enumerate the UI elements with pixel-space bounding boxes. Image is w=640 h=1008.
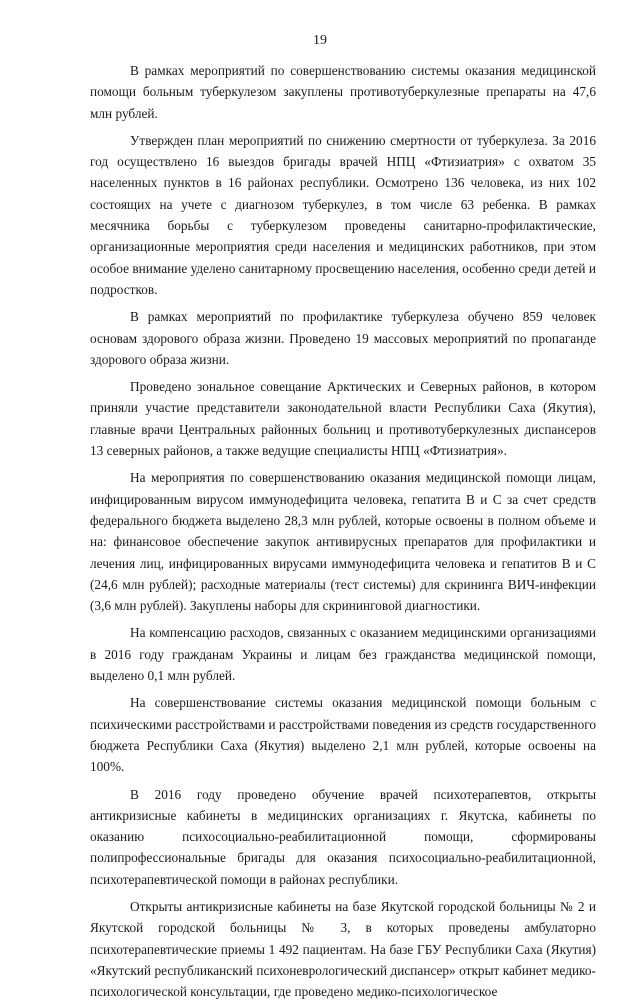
paragraph-tb-prevention: В рамках мероприятий по профилактике туберкулеза обучено 859 человек основам здорового образа жизни. Проведено 19 массовых мероприятий по пропаганде здорового образа жизни. xyxy=(90,309,596,367)
paragraph-zonal-meeting: Проведено зональное совещание Арктических и Северных районов, в котором приняли участие представители законодательной власти Республики Саха (Якутия), главные врачи Центральных районных больниц и противотуберкулезных диспансеров 13 северных районов, а также ведущие специалисты НПЦ «Фтизиатрия». xyxy=(90,379,596,459)
page-number: 19 xyxy=(313,33,327,48)
paragraph-tb-drugs: В рамках мероприятий по совершенствованию системы оказания медицинской помощи больным туберкулезом закуплены противотуберкулезные препараты на 47,6 млн рублей. xyxy=(90,63,596,121)
paragraph-hiv-hepatitis: На мероприятия по совершенствованию оказания медицинской помощи лицам, инфицированным вирусом иммунодефицита человека, гепатита В и С за счет средств федерального бюджета выделено 28,3 млн рублей, которые освоены в полном объеме и на: финансовое обеспечение закупок антивирусных препаратов для профилактики и лечения лиц, инфицированных вирусами иммунодефицита человека и гепатитов В и С (24,6 млн рублей); расходные материалы (тест системы) для скрининга ВИЧ-инфекции (3,6 млн рублей). Закуплены наборы для скрининговой диагностики. xyxy=(90,470,596,614)
paragraph-compensation: На компенсацию расходов, связанных с оказанием медицинскими организациями в 2016 году гражданам Украины и лицам без гражданства медицинской помощи, выделено 0,1 млн рублей. xyxy=(90,625,596,684)
paragraph-tb-mortality-plan: Утвержден план мероприятий по снижению смертности от туберкулеза. За 2016 год осуществлено 16 выездов бригады врачей НПЦ «Фтизиатрия» с охватом 35 населенных пунктов в 16 районах республики. Осмотрено 136 человека, из них 102 состоящих на учете с диагнозом туберкулез, в том числе 63 ребенка. В рамках месячника борьбы с туберкулезом проведены санитарно-профилактические, организационные мероприятия среди населения и медицинских работников, при этом особое внимание уделено санитарному просвещению населения, особенно среди детей и подростков. xyxy=(90,132,596,297)
paragraph-mental-health-funding: На совершенствование системы оказания медицинской помощи больным с психическими расстройствами и расстройствами поведения из средств государственного бюджета Республики Саха (Якутия) выделено 2,1 млн рублей, которые освоены на 100%. xyxy=(90,695,596,775)
paragraph-crisis-rooms: Открыты антикризисные кабинеты на базе Якутской городской больницы № 2 и Якутской городской больницы № 3, в которых проведены амбулаторно психотерапевтические приемы 1 492 пациентам. На базе ГБУ Республики Саха (Якутия) «Якутский республиканский психоневрологический диспансер» открыт кабинет медико-психологической консультации, где проведено медико-психологическое xyxy=(90,898,596,1000)
paragraph-psychotherapist-training: В 2016 году проведено обучение врачей психотерапевтов, открыты антикризисные кабинеты в медицинских организациях г. Якутска, кабинеты по оказанию психосоциально-реабилитационной помощи, сформированы полипрофессиональные бригады для оказания психосоциально-реабилитационной, психотерапевтической помощи в районах республики. xyxy=(90,786,596,887)
document-body xyxy=(90,60,596,1008)
